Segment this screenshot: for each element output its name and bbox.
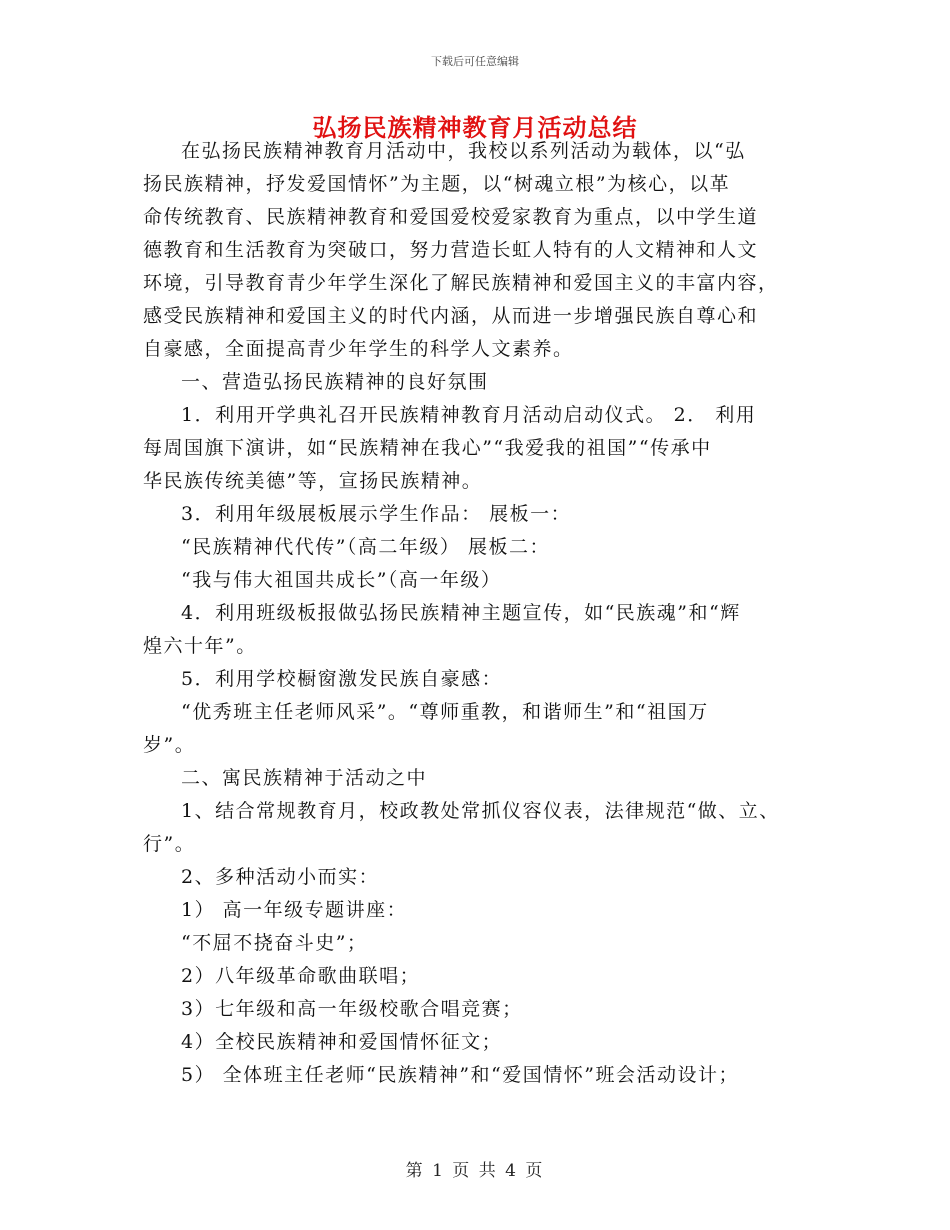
section1-item4-line: 4．利用班级板报做弘扬民族精神主题宣传，如“民族魂”和“辉 bbox=[181, 602, 741, 624]
section1-item1-line: 华民族传统美德”等，宣扬民族精神。 bbox=[143, 470, 483, 492]
document-body bbox=[143, 135, 813, 1092]
activity-item: 3）七年级和高一年级校歌合唱竞赛； bbox=[181, 998, 523, 1020]
activity-item: 4）全校民族精神和爱国情怀征文； bbox=[181, 1031, 503, 1053]
section1-item3-board1: “民族精神代代传”（高二年级） 展板二： bbox=[181, 536, 550, 558]
intro-line: 环境，引导教育青少年学生深化了解民族精神和爱国主义的丰富内容， bbox=[143, 272, 779, 294]
section1-item3: 3．利用年级展板展示学生作品： 展板一： bbox=[181, 503, 572, 525]
activity-item: 2）八年级革命歌曲联唱； bbox=[181, 965, 421, 987]
section1-item5-line: “优秀班主任老师风采”。“尊师重教，和谐师生”和“祖国万 bbox=[181, 701, 709, 723]
section2-item1 bbox=[143, 795, 813, 861]
intro-line: 在弘扬民族精神教育月活动中，我校以系列活动为载体，以“弘 bbox=[181, 140, 746, 162]
section1-item4-line: 煌六十年”。 bbox=[143, 635, 257, 657]
section1-item1 bbox=[143, 399, 813, 498]
section1-item1-line: 1．利用开学典礼召开民族精神教育月活动启动仪式。 2． 利用 bbox=[181, 404, 757, 426]
section2-item1-line: 行”。 bbox=[143, 833, 196, 855]
intro-line: 感受民族精神和爱国主义的时代内涵，从而进一步增强民族自尊心和 bbox=[143, 305, 759, 327]
section1-item5: 5．利用学校橱窗激发民族自豪感： bbox=[181, 668, 503, 690]
section1-item5-content bbox=[143, 696, 813, 762]
section1-item4 bbox=[143, 597, 813, 663]
activity-item: 5） 全体班主任老师“民族精神”和“爱国情怀”班会活动设计； bbox=[181, 1064, 739, 1086]
page-footer: 第 1 页 共 4 页 bbox=[405, 1161, 545, 1181]
activity-item-continuation: “不屈不挠奋斗史”； bbox=[181, 932, 368, 954]
section1-item3-board2: “我与伟大祖国共成长”（高一年级） bbox=[181, 569, 502, 591]
intro-line: 自豪感，全面提高青少年学生的科学人文素养。 bbox=[143, 338, 574, 360]
intro-line: 命传统教育、民族精神教育和爱国爱校爱家教育为重点，以中学生道 bbox=[143, 206, 759, 228]
document-title: 弘扬民族精神教育月活动总结 bbox=[312, 113, 638, 142]
intro-line: 德教育和生活教育为突破口，努力营造长虹人特有的人文精神和人文 bbox=[143, 239, 759, 261]
section1-item5-line: 岁”。 bbox=[143, 734, 196, 756]
section2-item2: 2、多种活动小而实： bbox=[181, 866, 380, 888]
section1-item1-line: 每周国旗下演讲，如“民族精神在我心”“我爱我的祖国”“传承中 bbox=[143, 437, 712, 459]
activity-item: 1） 高一年级专题讲座： bbox=[181, 899, 408, 921]
intro-paragraph bbox=[143, 135, 813, 366]
header-note: 下载后可任意编辑 bbox=[431, 55, 519, 68]
section2-item1-line: 1、结合常规教育月，校政教处常抓仪容仪表，法律规范“做、立、 bbox=[181, 800, 780, 822]
section2-heading: 二、寓民族精神于活动之中 bbox=[181, 767, 428, 789]
intro-line: 扬民族精神，抒发爱国情怀”为主题，以“树魂立根”为核心，以革 bbox=[143, 173, 731, 195]
section1-heading: 一、营造弘扬民族精神的良好氛围 bbox=[181, 371, 489, 393]
